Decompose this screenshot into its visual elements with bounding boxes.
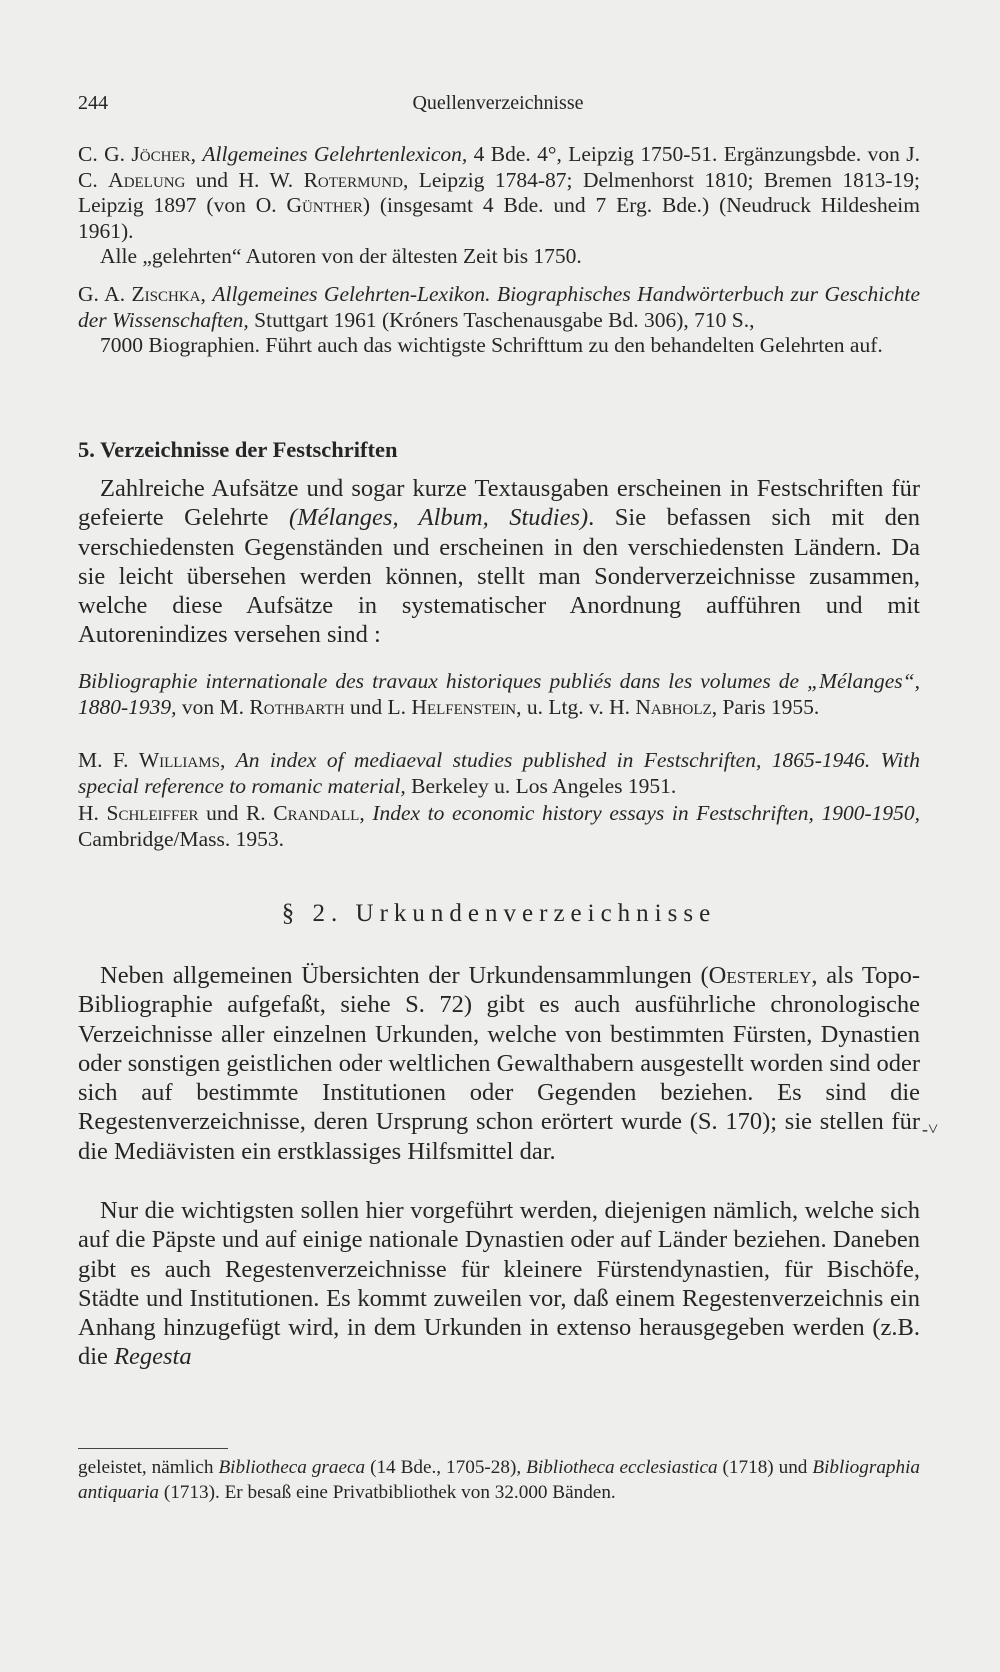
entry-citation: C. G. Jöcher, Allgemeines Gelehrtenlexicon, 4 Bde. 4°, Leipzig 1750-51. Ergänzungsbde. von J. C. Adelung und H. W. Rotermund, Leipzig 1784-87; Delmenhorst 1810; Bremen 1813-19; Leipzig 1897 (von O. Günther) (insgesamt 4 Bde. und 7 Erg. Bde.) (Neudruck Hildesheim 1961). (78, 142, 920, 243)
entry-williams: M. F. Williams, An index of mediaeval studies published in Festschriften, 1865-1946. With special reference to romanic material, Berkeley u. Los Angeles 1951. (78, 748, 921, 798)
author-name: Zischka (131, 282, 201, 306)
italic-terms: (Mélanges, Album, Studies) (289, 504, 589, 532)
footnote-divider (78, 1448, 228, 1449)
work-title: Index to economic history essays in Festschriften, 1900-1950, (372, 801, 921, 825)
author-name: Rothbarth (249, 694, 345, 719)
paragraph-urkunden-2: Nur die wichtigsten sollen hier vorgeführt werden, diejenigen nämlich, welche sich auf die Päpste und auf einige nationale Dynastien oder auf Länder beziehen. Daneben gibt es auch Regestenverzeichnisse für kleinere Fürstendynastien, für Bischöfe, Städte und Institutionen. Es kommt zuweilen vor, daß einem Regestenverzeichnis ein Anhang hinzugefügt wird, in dem Urkunden in extenso herausgegeben werden (z.B. die Regesta (78, 1197, 920, 1371)
author-name: Crandall (273, 801, 360, 825)
section-heading-festschriften: 5. Verzeichnisse der Festschriften (78, 437, 398, 462)
entry-note: Alle „gelehrten“ Autoren von der ältesten Zeit bis 1750. (100, 244, 582, 269)
author-name: Nabholz (635, 694, 712, 719)
work-title: Bibliographie internationale des travaux historiques publiés dans les volumes de „Mélanges“, 1880-1939, (78, 669, 920, 719)
entry-note: 7000 Biographien. Führt auch das wichtigste Schrifttum zu den behandelten Gelehrten auf. (100, 333, 883, 358)
entry-schleiffer-crandall: H. Schleiffer und R. Crandall, Index to economic history essays in Festschriften, 1900-1950, Cambridge/Mass. 1953. (78, 801, 921, 851)
author-name: Rotermund (303, 167, 403, 192)
paragraph-urkunden-1: Neben allgemeinen Übersichten der Urkundensammlungen (Oesterley, als Topo-Bibliographie aufgefaßt, siehe S. 72) gibt es auch ausführliche chronologische Verzeichnisse aller einzelnen Urkunden, welche von bestimmten Fürsten, Dynastien oder sonstigen geistlichen oder weltlichen Gewalthabern ausgestellt worden sind oder sich auf bestimmte Institutionen oder Gegenden beziehen. Es sind die Regestenverzeichnisse, deren Ursprung schon erörtert wurde (S. 170); sie stellen für die Mediävisten ein erstklassiges Hilfsmittel dar. (78, 962, 920, 1165)
section-heading-urkundenverzeichnisse: § 2. Urkundenverzeichnisse (281, 900, 717, 927)
work-title: Allgemeines Gelehrten-Lexikon. Biographisches Handwörterbuch zur Geschichte der Wissenschaften, (78, 282, 920, 332)
work-title: Allgemeines Gelehrtenlexicon, (202, 142, 468, 166)
entry-zischka (78, 282, 920, 359)
page-number: 244 (78, 92, 108, 114)
paragraph-festschriften: Zahlreiche Aufsätze und sogar kurze Textausgaben erscheinen in Festschriften für gefeierte Gelehrte (Mélanges, Album, Studies). Sie befassen sich mit den verschiedensten Gegenständen und erscheinen in den verschiedensten Ländern. Da sie leicht übersehen werden können, stellt man Sonderverzeichnisse zusammen, welche diese Aufsätze in systematischer Anordnung aufführen und mit Autorenindizes versehen sind : (78, 475, 920, 649)
author-name: Jöcher (131, 142, 191, 166)
author-name: Helfenstein (411, 694, 517, 719)
author-name: Williams (138, 748, 220, 772)
author-name: Adelung (108, 167, 186, 192)
entry-joecher (78, 142, 920, 270)
work-title: An index of mediaeval studies published in Festschriften, 1865-1946. With special reference to romanic material, (78, 748, 921, 798)
entry-bibliographie-internationale: Bibliographie internationale des travaux historiques publiés dans les volumes de „Mélanges“, 1880-1939, von M. Rothbarth und L. Helfenstein, u. Ltg. v. H. Nabholz, Paris 1955. (78, 669, 920, 719)
author-name: Oesterley (708, 962, 812, 989)
footnote: geleistet, nämlich Bibliotheca graeca (14 Bde., 1705-28), Bibliotheca ecclesiastica (1718) und Bibliographia antiquaria (1713). Er besaß eine Privatbibliothek von 32.000 Bänden. (78, 1457, 921, 1503)
running-title: Quellenverzeichnisse (412, 92, 584, 114)
margin-mark: -˅ (922, 1119, 939, 1139)
running-head (78, 92, 918, 122)
entry-citation: G. A. Zischka, Allgemeines Gelehrten-Lexikon. Biographisches Handwörterbuch zur Geschichte der Wissenschaften, Stuttgart 1961 (Króners Taschenausgabe Bd. 306), 710 S., (78, 282, 920, 332)
italic-title: Regesta (114, 1343, 192, 1371)
author-name: Günther (286, 193, 363, 218)
author-name: Schleiffer (106, 801, 199, 825)
